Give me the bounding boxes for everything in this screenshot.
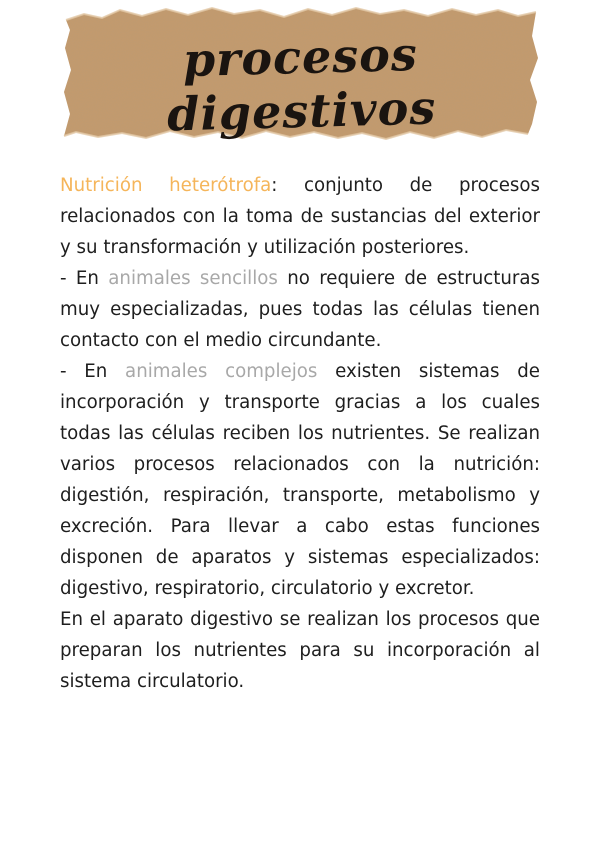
term-complex-animals: animales complejos xyxy=(125,361,318,382)
paragraph-text: existen sistemas de incorporación y transporte gracias a los cuales todas las células reciben los nutrientes. Se realizan varios procesos relacionados con la nutrición: digestión, respiración, transporte, metabolismo y excreción. Para llevar a cabo estas funciones disponen de aparatos y sistemas especializados: digestivo, respiratorio, circulatorio y excretor. xyxy=(60,361,540,599)
title-banner xyxy=(62,6,540,140)
term-simple-animals: animales sencillos xyxy=(108,268,278,289)
paragraph-heterotrophic-nutrition xyxy=(60,170,540,263)
paragraph-complex-animals xyxy=(60,356,540,604)
paragraph-simple-animals xyxy=(60,263,540,356)
paragraph-digestive-system: En el aparato digestivo se realizan los procesos que preparan los nutrientes para su incorporación al sistema circulatorio. xyxy=(60,609,540,692)
list-dash: - En xyxy=(60,268,109,289)
list-dash: - En xyxy=(60,361,126,382)
term-heterotrophic-nutrition: Nutrición heterótrofa xyxy=(60,175,272,196)
body-text xyxy=(60,170,540,697)
paragraph-text: : conjunto de procesos relacionados con la toma de sustancias del exterior y su transformación y utilización posteriores. xyxy=(60,175,540,258)
page-title: procesos digestivos xyxy=(166,26,437,142)
paragraph-text: no requiere de estructuras muy especializadas, pues todas las células tienen contacto con el medio circundante. xyxy=(60,268,541,351)
